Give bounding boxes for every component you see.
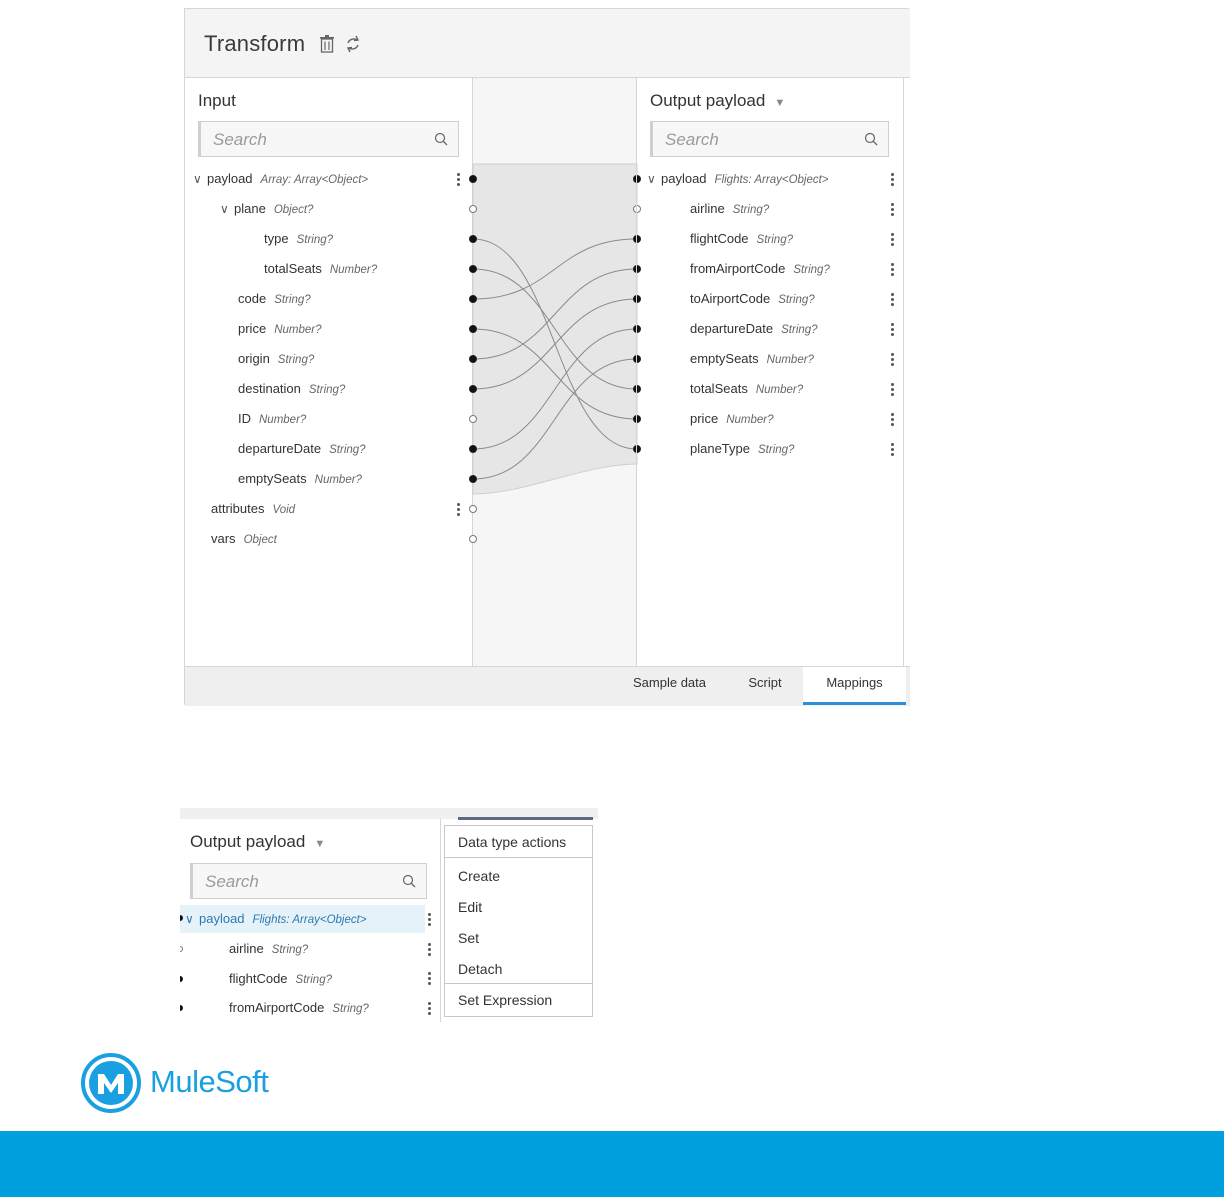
output-row-airline[interactable]: airline String? [229,941,309,956]
kebab-menu-icon[interactable] [890,292,894,308]
connector-dot[interactable] [180,1005,183,1011]
output-row-flightcode[interactable]: flightCode String? [690,231,793,246]
chevron-down-icon[interactable]: ∨ [193,172,202,186]
input-row-emptyseats[interactable]: emptySeats Number? [238,471,362,486]
connector-dot[interactable] [470,326,477,333]
connector-dot[interactable] [470,536,477,543]
menu-header-label: Data type actions [458,834,567,850]
transform-panel [184,8,909,705]
input-title: Input [198,91,236,110]
connector-dot[interactable] [470,446,477,453]
connector-dot[interactable] [470,476,477,483]
connector-dot[interactable] [470,266,477,273]
connector-dot[interactable] [470,506,477,513]
menu-separator [445,983,592,984]
connector-dot[interactable] [470,416,477,423]
output-row-fromairportcode[interactable]: fromAirportCode String? [229,1000,369,1015]
connector-dot[interactable] [180,946,183,952]
menu-header [445,826,592,858]
output-row-totalseats[interactable]: totalSeats Number? [690,381,804,396]
chevron-down-icon[interactable]: ∨ [185,912,194,926]
output-title[interactable]: Output payload ▼ [650,91,786,110]
menu-item-create[interactable]: Create [458,868,501,884]
trash-icon[interactable] [319,35,335,53]
output-search-placeholder: Search [665,130,719,149]
tab-script[interactable]: Script [748,675,782,690]
kebab-menu-icon[interactable] [890,262,894,278]
refresh-icon[interactable] [345,34,361,54]
input-pane [185,78,473,666]
input-row-type[interactable]: type String? [264,231,334,246]
input-row-id[interactable]: ID Number? [238,411,307,426]
kebab-menu-icon[interactable] [427,1001,431,1017]
input-row-price[interactable]: price Number? [238,321,322,336]
brand-name: MuleSoft [150,1064,269,1099]
tab-sample-data[interactable]: Sample data [633,675,706,690]
output-pane [636,78,904,666]
kebab-menu-icon[interactable] [890,382,894,398]
chevron-down-icon[interactable]: ∨ [220,202,229,216]
kebab-menu-icon[interactable] [427,942,431,958]
output-row-price[interactable]: price Number? [690,411,774,426]
connector-dot[interactable] [470,296,477,303]
tab-mappings[interactable]: Mappings [803,667,906,705]
data-type-actions-screenshot [180,808,598,1022]
input-row-origin[interactable]: origin String? [238,351,315,366]
caret-down-icon[interactable]: ▼ [774,97,786,109]
output-row-flightcode[interactable]: flightCode String? [229,971,332,986]
connector-dot[interactable] [470,206,477,213]
input-row-departuredate[interactable]: departureDate String? [238,441,366,456]
menu-item-set-expression[interactable]: Set Expression [458,992,553,1008]
caret-down-icon[interactable]: ▼ [314,838,326,850]
chevron-down-icon[interactable]: ∨ [647,172,656,186]
input-row-destination[interactable]: destination String? [238,381,346,396]
input-row-attributes[interactable]: attributes Void [211,501,296,516]
input-search-input[interactable] [198,121,459,157]
transform-title: Transform [204,31,306,56]
transform-header [185,9,910,78]
mapping-lines [465,78,645,578]
bottom-tab-bar [185,666,910,706]
active-indicator [458,817,593,820]
kebab-menu-icon[interactable] [456,502,460,518]
kebab-menu-icon[interactable] [456,172,460,188]
kebab-menu-icon[interactable] [890,352,894,368]
output-row-toairportcode[interactable]: toAirportCode String? [690,291,815,306]
mulesoft-logo-icon [80,1052,142,1114]
kebab-menu-icon[interactable] [427,912,431,928]
search-icon[interactable] [434,132,448,146]
menu-item-detach[interactable]: Detach [458,961,503,977]
menu-item-set[interactable]: Set [458,930,480,946]
input-row-totalseats[interactable]: totalSeats Number? [264,261,378,276]
search-icon[interactable] [864,132,878,146]
data-type-actions-menu [444,825,593,1017]
search-icon[interactable] [402,874,416,888]
menu-item-edit[interactable]: Edit [458,899,483,915]
output-row-airline[interactable]: airline String? [690,201,770,216]
kebab-menu-icon[interactable] [890,412,894,428]
pane-divider [440,819,441,1022]
output-row-planetype[interactable]: planeType String? [690,441,795,456]
output-search-placeholder: Search [205,872,259,891]
output-search-input[interactable] [650,121,889,157]
kebab-menu-icon[interactable] [890,442,894,458]
kebab-menu-icon[interactable] [890,172,894,188]
connector-dot[interactable] [470,236,477,243]
output-row-payload[interactable]: ∨ payload Flights: Array<Object> [647,164,829,194]
connector-dot[interactable] [470,356,477,363]
input-search-placeholder: Search [213,130,267,149]
output-row-departuredate[interactable]: departureDate String? [690,321,818,336]
kebab-menu-icon[interactable] [890,232,894,248]
output-row-payload[interactable]: ∨ payload Flights: Array<Object> [185,905,367,933]
output-title[interactable]: Output payload ▼ [190,832,326,851]
connector-dot[interactable] [180,976,183,982]
output-row-emptyseats[interactable]: emptySeats Number? [690,351,814,366]
input-row-payload[interactable]: ∨ payload Array: Array<Object> [193,164,368,194]
input-row-plane[interactable]: ∨ plane Object? [220,194,313,224]
input-row-vars[interactable]: vars Object [211,531,277,546]
kebab-menu-icon[interactable] [890,322,894,338]
connector-dot[interactable] [470,386,477,393]
footer-bar [0,1131,1224,1197]
output-row-fromairportcode[interactable]: fromAirportCode String? [690,261,830,276]
input-row-code[interactable]: code String? [238,291,311,306]
connector-dot[interactable] [470,176,477,183]
output-search-input[interactable] [190,863,427,899]
kebab-menu-icon[interactable] [427,971,431,987]
kebab-menu-icon[interactable] [890,202,894,218]
